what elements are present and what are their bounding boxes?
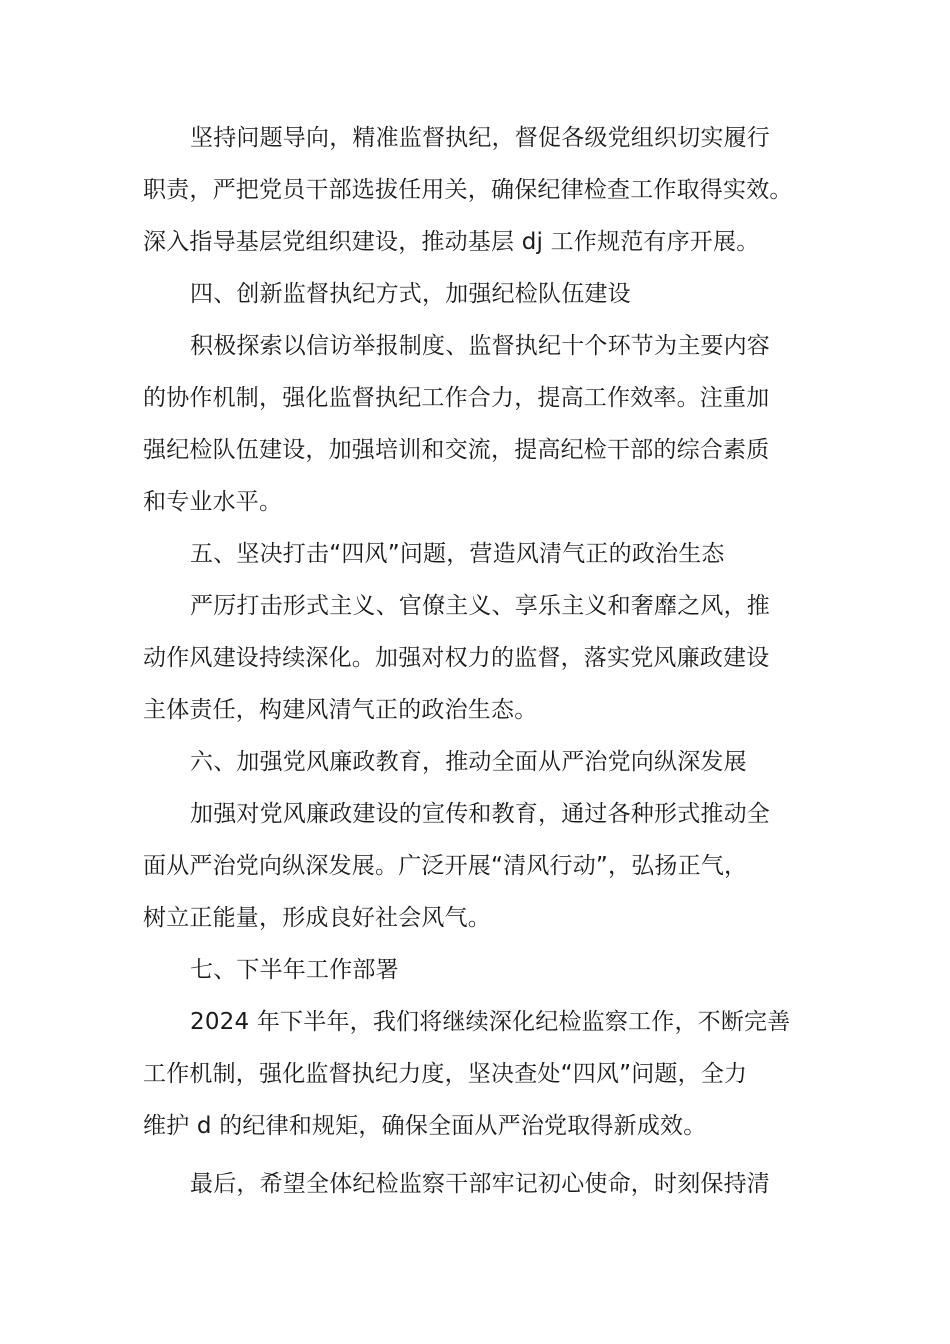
paragraph-line: 维护 d 的纪律和规矩，确保全面从严治党取得新成效。 xyxy=(143,1113,707,1139)
paragraph-line: 坚持问题导向，精准监督执纪，督促各级党组织切实履行 xyxy=(190,125,770,151)
document-body xyxy=(143,112,813,1210)
paragraph-line: 工作机制，强化监督执纪力度，坚决查处“四风”问题，全力 xyxy=(143,1061,748,1087)
paragraph-line: 面从严治党向纵深发展。广泛开展“清风行动”，弘扬正气， xyxy=(143,853,748,879)
section-heading-4: 四、创新监督执纪方式，加强纪检队伍建设 xyxy=(190,281,631,307)
paragraph-line: 和专业水平。 xyxy=(143,489,283,515)
section-heading-5: 五、坚决打击“四风”问题，营造风清气正的政治生态 xyxy=(190,541,725,567)
paragraph-line: 主体责任，构建风清气正的政治生态。 xyxy=(143,697,538,723)
paragraph-line: 树立正能量，形成良好社会风气。 xyxy=(143,905,491,931)
paragraph-line: 严厉打击形式主义、官僚主义、享乐主义和奢靡之风，推 xyxy=(190,593,770,619)
paragraph-line: 加强对党风廉政建设的宣传和教育，通过各种形式推动全 xyxy=(190,801,770,827)
paragraph-line: 的协作机制，强化监督执纪工作合力，提高工作效率。注重加 xyxy=(143,385,770,411)
paragraph-line: 2024 年下半年，我们将继续深化纪检监察工作，不断完善 xyxy=(190,1009,791,1035)
paragraph-line: 强纪检队伍建设，加强培训和交流，提高纪检干部的综合素质 xyxy=(143,437,770,463)
section-heading-7: 七、下半年工作部署 xyxy=(190,957,399,983)
paragraph-line: 深入指导基层党组织建设，推动基层 dj 工作规范有序开展。 xyxy=(143,229,760,255)
section-heading-6: 六、加强党风廉政教育，推动全面从严治党向纵深发展 xyxy=(190,749,747,775)
paragraph-line: 最后，希望全体纪检监察干部牢记初心使命，时刻保持清 xyxy=(190,1171,770,1197)
paragraph-line: 积极探索以信访举报制度、监督执纪十个环节为主要内容 xyxy=(190,333,770,359)
paragraph-line: 动作风建设持续深化。加强对权力的监督，落实党风廉政建设 xyxy=(143,645,770,671)
paragraph-line: 职责，严把党员干部选拔任用关，确保纪律检查工作取得实效。 xyxy=(143,177,793,203)
